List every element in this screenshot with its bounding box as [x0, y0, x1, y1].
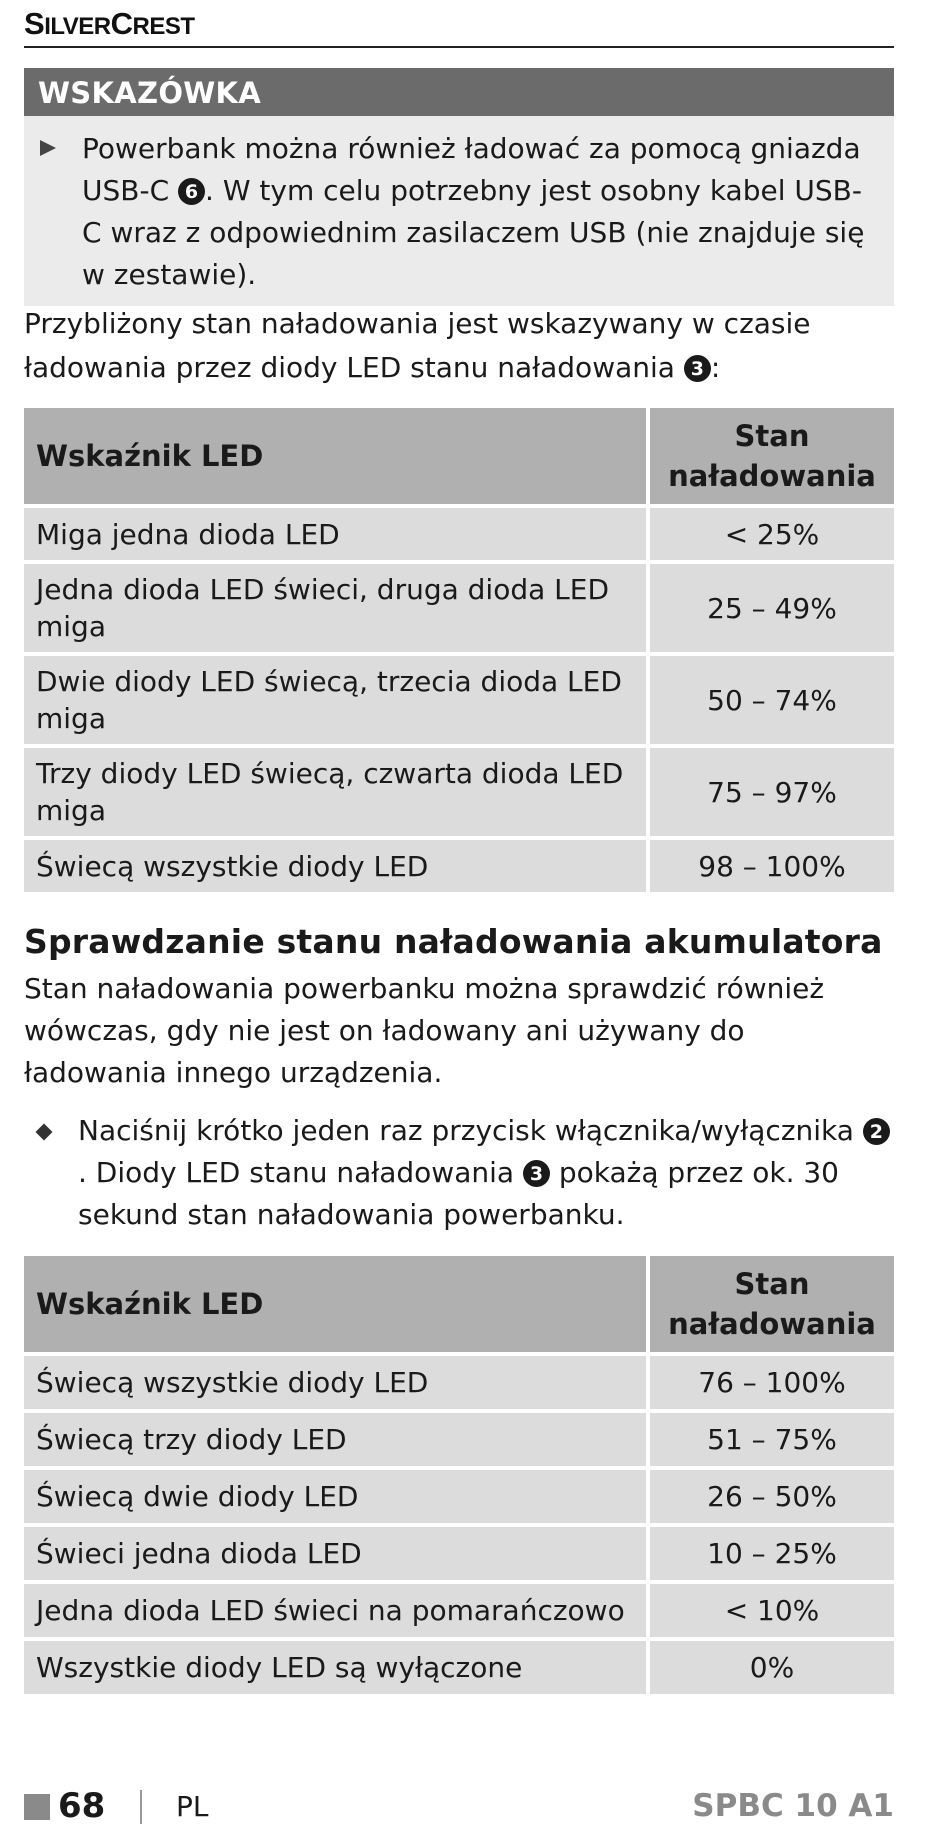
section-text: Stan naładowania powerbanku można sprawdzić również wówczas, gdy nie jest on ładowany ani używany do ładowania innego urządzenia. — [24, 972, 825, 1089]
intro-text: Przybliżony stan naładowania jest wskazywany w czasie ładowania przez diody LED stanu naładowania 3 : — [24, 307, 811, 384]
charging-led-table — [20, 404, 898, 896]
note-box — [24, 68, 894, 306]
table-header-status: Stan naładowania — [650, 1256, 894, 1352]
brand-logo: SILVERCREST — [24, 6, 195, 41]
table-header-status: Stan naładowania — [650, 408, 894, 504]
table-row: Wszystkie diody LED są wyłączone 0% — [24, 1641, 894, 1694]
status-led-table — [20, 1252, 898, 1698]
page-marker — [24, 1794, 50, 1820]
ref-number-icon: 3 — [684, 355, 711, 382]
note-body: Powerbank można również ładować za pomocą gniazda USB-C 6 . W tym celu potrzebny jest osobny kabel USB-C wraz z odpowiednim zasilaczem USB (nie znajduje się w zestawie). — [24, 116, 894, 306]
table-row: Świecą trzy diody LED 51 – 75% — [24, 1413, 894, 1466]
table-header-led: Wskaźnik LED — [24, 1256, 646, 1352]
table-row: Świecą dwie diody LED 26 – 50% — [24, 1470, 894, 1523]
page-number: 68 — [58, 1786, 106, 1826]
table-row: Miga jedna dioda LED < 25% — [24, 508, 894, 560]
ref-number-icon: 3 — [523, 1160, 550, 1187]
diamond-bullet-icon — [36, 1124, 53, 1141]
table-row: Świecą wszystkie diody LED 76 – 100% — [24, 1356, 894, 1409]
language-code: PL — [176, 1790, 209, 1823]
page-footer — [24, 1786, 894, 1826]
table-row: Jedna dioda LED świeci na pomarańczowo < 10% — [24, 1584, 894, 1637]
header-rule — [24, 46, 894, 48]
table-header-led: Wskaźnik LED — [24, 408, 646, 504]
table-row: Świeci jedna dioda LED 10 – 25% — [24, 1527, 894, 1580]
table-row: Trzy diody LED świecą, czwarta dioda LED miga 75 – 97% — [24, 748, 894, 836]
ref-number-icon: 2 — [863, 1118, 890, 1145]
footer-divider — [140, 1790, 142, 1824]
model-number: SPBC 10 A1 — [692, 1788, 894, 1824]
note-title: WSKAZÓWKA — [24, 68, 894, 116]
triangle-bullet-icon — [40, 140, 56, 156]
table-row: Jedna dioda LED świeci, druga dioda LED miga 25 – 49% — [24, 564, 894, 652]
table-row: Dwie diody LED świecą, trzecia dioda LED miga 50 – 74% — [24, 656, 894, 744]
table-row: Świecą wszystkie diody LED 98 – 100% — [24, 840, 894, 892]
instruction-bullet: Naciśnij krótko jeden raz przycisk włącznika/wyłącznika 2. Diody LED stanu naładowania 3 pokażą przez ok. 30 sekund stan naładowania powerbanku. — [24, 1110, 894, 1236]
ref-number-icon: 6 — [178, 178, 205, 205]
section-title: Sprawdzanie stanu naładowania akumulatora — [24, 922, 883, 961]
